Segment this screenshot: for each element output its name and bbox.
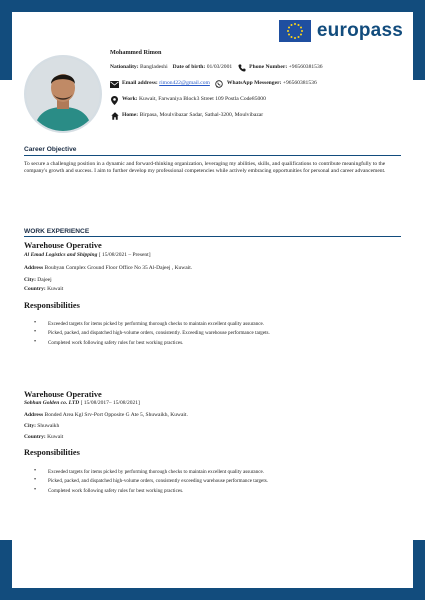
job-company: Al Emad Logistics and Shipping <box>24 252 98 258</box>
career-objective-rule <box>24 155 401 156</box>
work-address: Kuwait, Farwaniya Block3 Street 109 Postla Code85000 <box>138 96 266 103</box>
job-title: Warehouse Operative <box>24 241 102 250</box>
work-label: Work: <box>122 96 138 103</box>
job-company-dates <box>24 400 140 406</box>
address-label: Address <box>24 412 44 418</box>
job-country <box>24 286 63 292</box>
job-title: Warehouse Operative <box>24 390 102 399</box>
career-objective-heading: Career Objective <box>24 146 77 153</box>
responsibilities-heading: Responsibilities <box>24 301 80 310</box>
responsibilities-heading: Responsibilities <box>24 448 80 457</box>
job-address <box>24 412 188 418</box>
nationality-row <box>110 64 410 72</box>
city-label: City: <box>24 277 36 283</box>
logo-text: europass <box>316 20 403 41</box>
address-value: Boubyan Complex Ground Floor Office No 35 Al-Dajeej , Kuwait. <box>43 265 193 271</box>
nationality-value: Bangladeshi <box>140 64 168 71</box>
job-company-dates <box>24 252 151 258</box>
personal-info <box>110 50 410 128</box>
location-pin-icon <box>110 96 119 104</box>
person-name: Mohammed Rimon <box>110 49 162 56</box>
job-country <box>24 434 63 440</box>
country-value: Kuwait <box>45 286 64 292</box>
home-label: Home: <box>122 112 139 119</box>
home-address-row <box>110 112 410 120</box>
responsibilities-list <box>24 469 268 497</box>
country-label: Country: <box>24 434 46 440</box>
country-value: Kuwait <box>45 434 64 440</box>
job-dates: [ 15/08/2021 – Present] <box>97 252 151 258</box>
city-value: Shuwaikh <box>35 423 60 429</box>
email-link[interactable]: rimon422@gmail.com <box>159 80 210 87</box>
job-city <box>24 277 52 283</box>
europass-logo <box>279 20 403 42</box>
list-item: • Exceeded targets for items picked by performing thorough checks to maintain excellent quality assurance. <box>24 469 268 475</box>
phone-label: Phone Number: <box>249 64 288 71</box>
bottom-band <box>0 588 425 600</box>
dob-label: Date of birth: <box>172 64 206 71</box>
email-icon <box>110 80 119 88</box>
city-value: Dajeej <box>35 277 52 283</box>
phone-icon <box>237 64 246 72</box>
job-city <box>24 423 59 429</box>
work-experience-heading: WORK EXPERIENCE <box>24 228 90 235</box>
address-value: Bonded Area Kgl Srv-Port Opposite G Ate 5, Shuwaikh, Kuwait. <box>43 412 188 418</box>
whatsapp-icon <box>215 80 224 88</box>
nationality-label: Nationality: <box>110 64 139 71</box>
profile-photo <box>24 55 102 133</box>
contact-row <box>110 80 410 88</box>
address-label: Address <box>24 265 44 271</box>
work-address-row <box>110 96 410 104</box>
responsibilities-list <box>24 321 270 349</box>
eu-flag-icon <box>279 20 311 42</box>
list-item: • Completed work following safety rules for best working practices. <box>24 488 268 494</box>
home-address: Birpasa, Moulvibazar Sadar, Sathal-3200, Moulvibazar <box>139 112 264 119</box>
whatsapp-label: WhatsApp Messenger: <box>226 80 282 87</box>
list-item: • Picked, packed, and dispatched high-volume orders, consistently exceeding warehouse performance targets. <box>24 478 268 484</box>
whatsapp-value: +96560381536 <box>282 80 317 87</box>
phone-value: +96560381536 <box>288 64 323 71</box>
city-label: City: <box>24 423 36 429</box>
country-label: Country: <box>24 286 46 292</box>
work-experience-rule <box>24 236 401 237</box>
right-band <box>413 0 425 80</box>
email-label: Email address: <box>122 80 158 87</box>
career-objective-text: To secure a challenging position in a dynamic and forward-thinking organization, leveraging my abilities, skills, and qualifications to contribute meaningfully to the company's growth and success. I aim to further develop my professional competencies while actively embracing opportunities for personal and career advancement. <box>24 161 386 175</box>
list-item: • Exceeded targets for items picked by performing thorough checks to maintain excellent quality assurance. <box>24 321 270 327</box>
dob-value: 01/03/2001 <box>206 64 233 71</box>
list-item: • Completed work following safety rules for best working practices. <box>24 340 270 346</box>
left-band <box>0 0 12 80</box>
job-dates: [ 15/08/2017– 15/08/2021] <box>79 400 140 406</box>
home-icon <box>110 112 119 120</box>
top-band <box>0 0 425 12</box>
job-company: Sobhan Golden co. LTD <box>24 400 80 406</box>
job-address <box>24 265 192 271</box>
list-item: • Picked, packed, and dispatched high-volume orders, consistently. Exceeding warehouse performance targets. <box>24 330 270 336</box>
